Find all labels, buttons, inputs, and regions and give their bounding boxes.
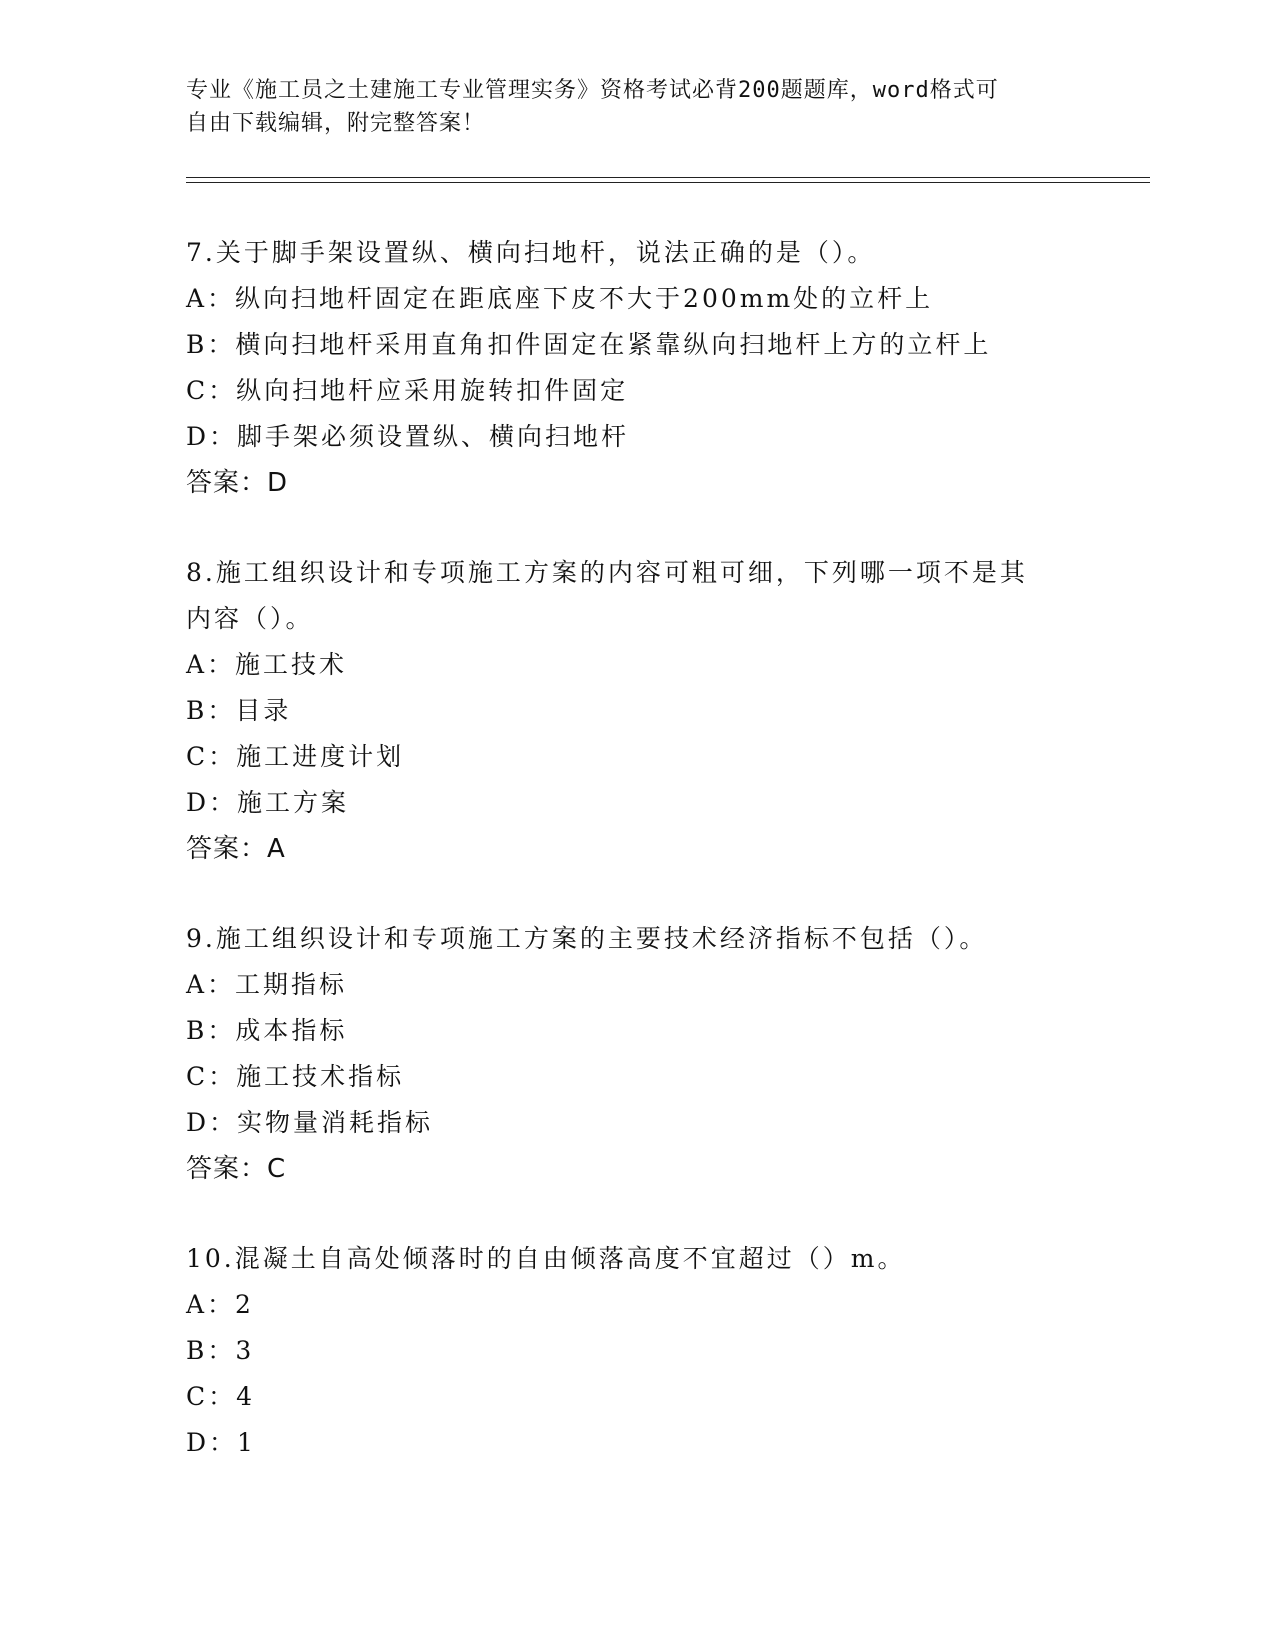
option-b: B：成本指标 [186, 1016, 348, 1045]
header-line-2: 自由下载编辑，附完整答案！ [186, 111, 486, 136]
option-d: D：施工方案 [186, 788, 350, 817]
option-d: D：脚手架必须设置纵、横向扫地杆 [186, 422, 630, 451]
option-c: C：纵向扫地杆应采用旋转扣件固定 [186, 376, 629, 405]
option-b: B：横向扫地杆采用直角扣件固定在紧靠纵向扫地杆上方的立杆上 [186, 330, 992, 359]
question-stem-continued: 内容（）。 [186, 604, 314, 633]
option-d: D：实物量消耗指标 [186, 1108, 434, 1137]
question-7 [186, 230, 1086, 506]
option-a: A：施工技术 [186, 650, 348, 679]
option-d: D：1 [186, 1428, 256, 1457]
answer-line: 答案：C [186, 1154, 287, 1184]
option-a: A：纵向扫地杆固定在距底座下皮不大于200mm处的立杆上 [186, 284, 934, 313]
question-stem: 9.施工组织设计和专项施工方案的主要技术经济指标不包括（）。 [186, 924, 988, 953]
header-line-1: 专业《施工员之土建施工专业管理实务》资格考试必背200题题库，word格式可 [186, 78, 999, 103]
answer-line: 答案：A [186, 834, 286, 864]
option-b: B：目录 [186, 696, 292, 725]
option-b: B：3 [186, 1336, 255, 1365]
question-list [186, 230, 1086, 1510]
question-stem: 10.混凝土自高处倾落时的自由倾落高度不宜超过（）m。 [186, 1244, 906, 1273]
document-header [186, 74, 1066, 140]
option-a: A：2 [186, 1290, 254, 1319]
option-c: C：4 [186, 1382, 256, 1411]
header-divider-top [186, 177, 1150, 178]
option-a: A：工期指标 [186, 970, 348, 999]
question-10 [186, 1236, 1086, 1466]
question-stem: 8.施工组织设计和专项施工方案的内容可粗可细，下列哪一项不是其 [186, 558, 1028, 587]
answer-line: 答案：D [186, 468, 289, 498]
header-divider-bottom [186, 182, 1150, 183]
option-c: C：施工技术指标 [186, 1062, 405, 1091]
question-8 [186, 550, 1086, 872]
option-c: C：施工进度计划 [186, 742, 405, 771]
question-stem: 7.关于脚手架设置纵、横向扫地杆，说法正确的是（）。 [186, 238, 876, 267]
question-9 [186, 916, 1086, 1192]
